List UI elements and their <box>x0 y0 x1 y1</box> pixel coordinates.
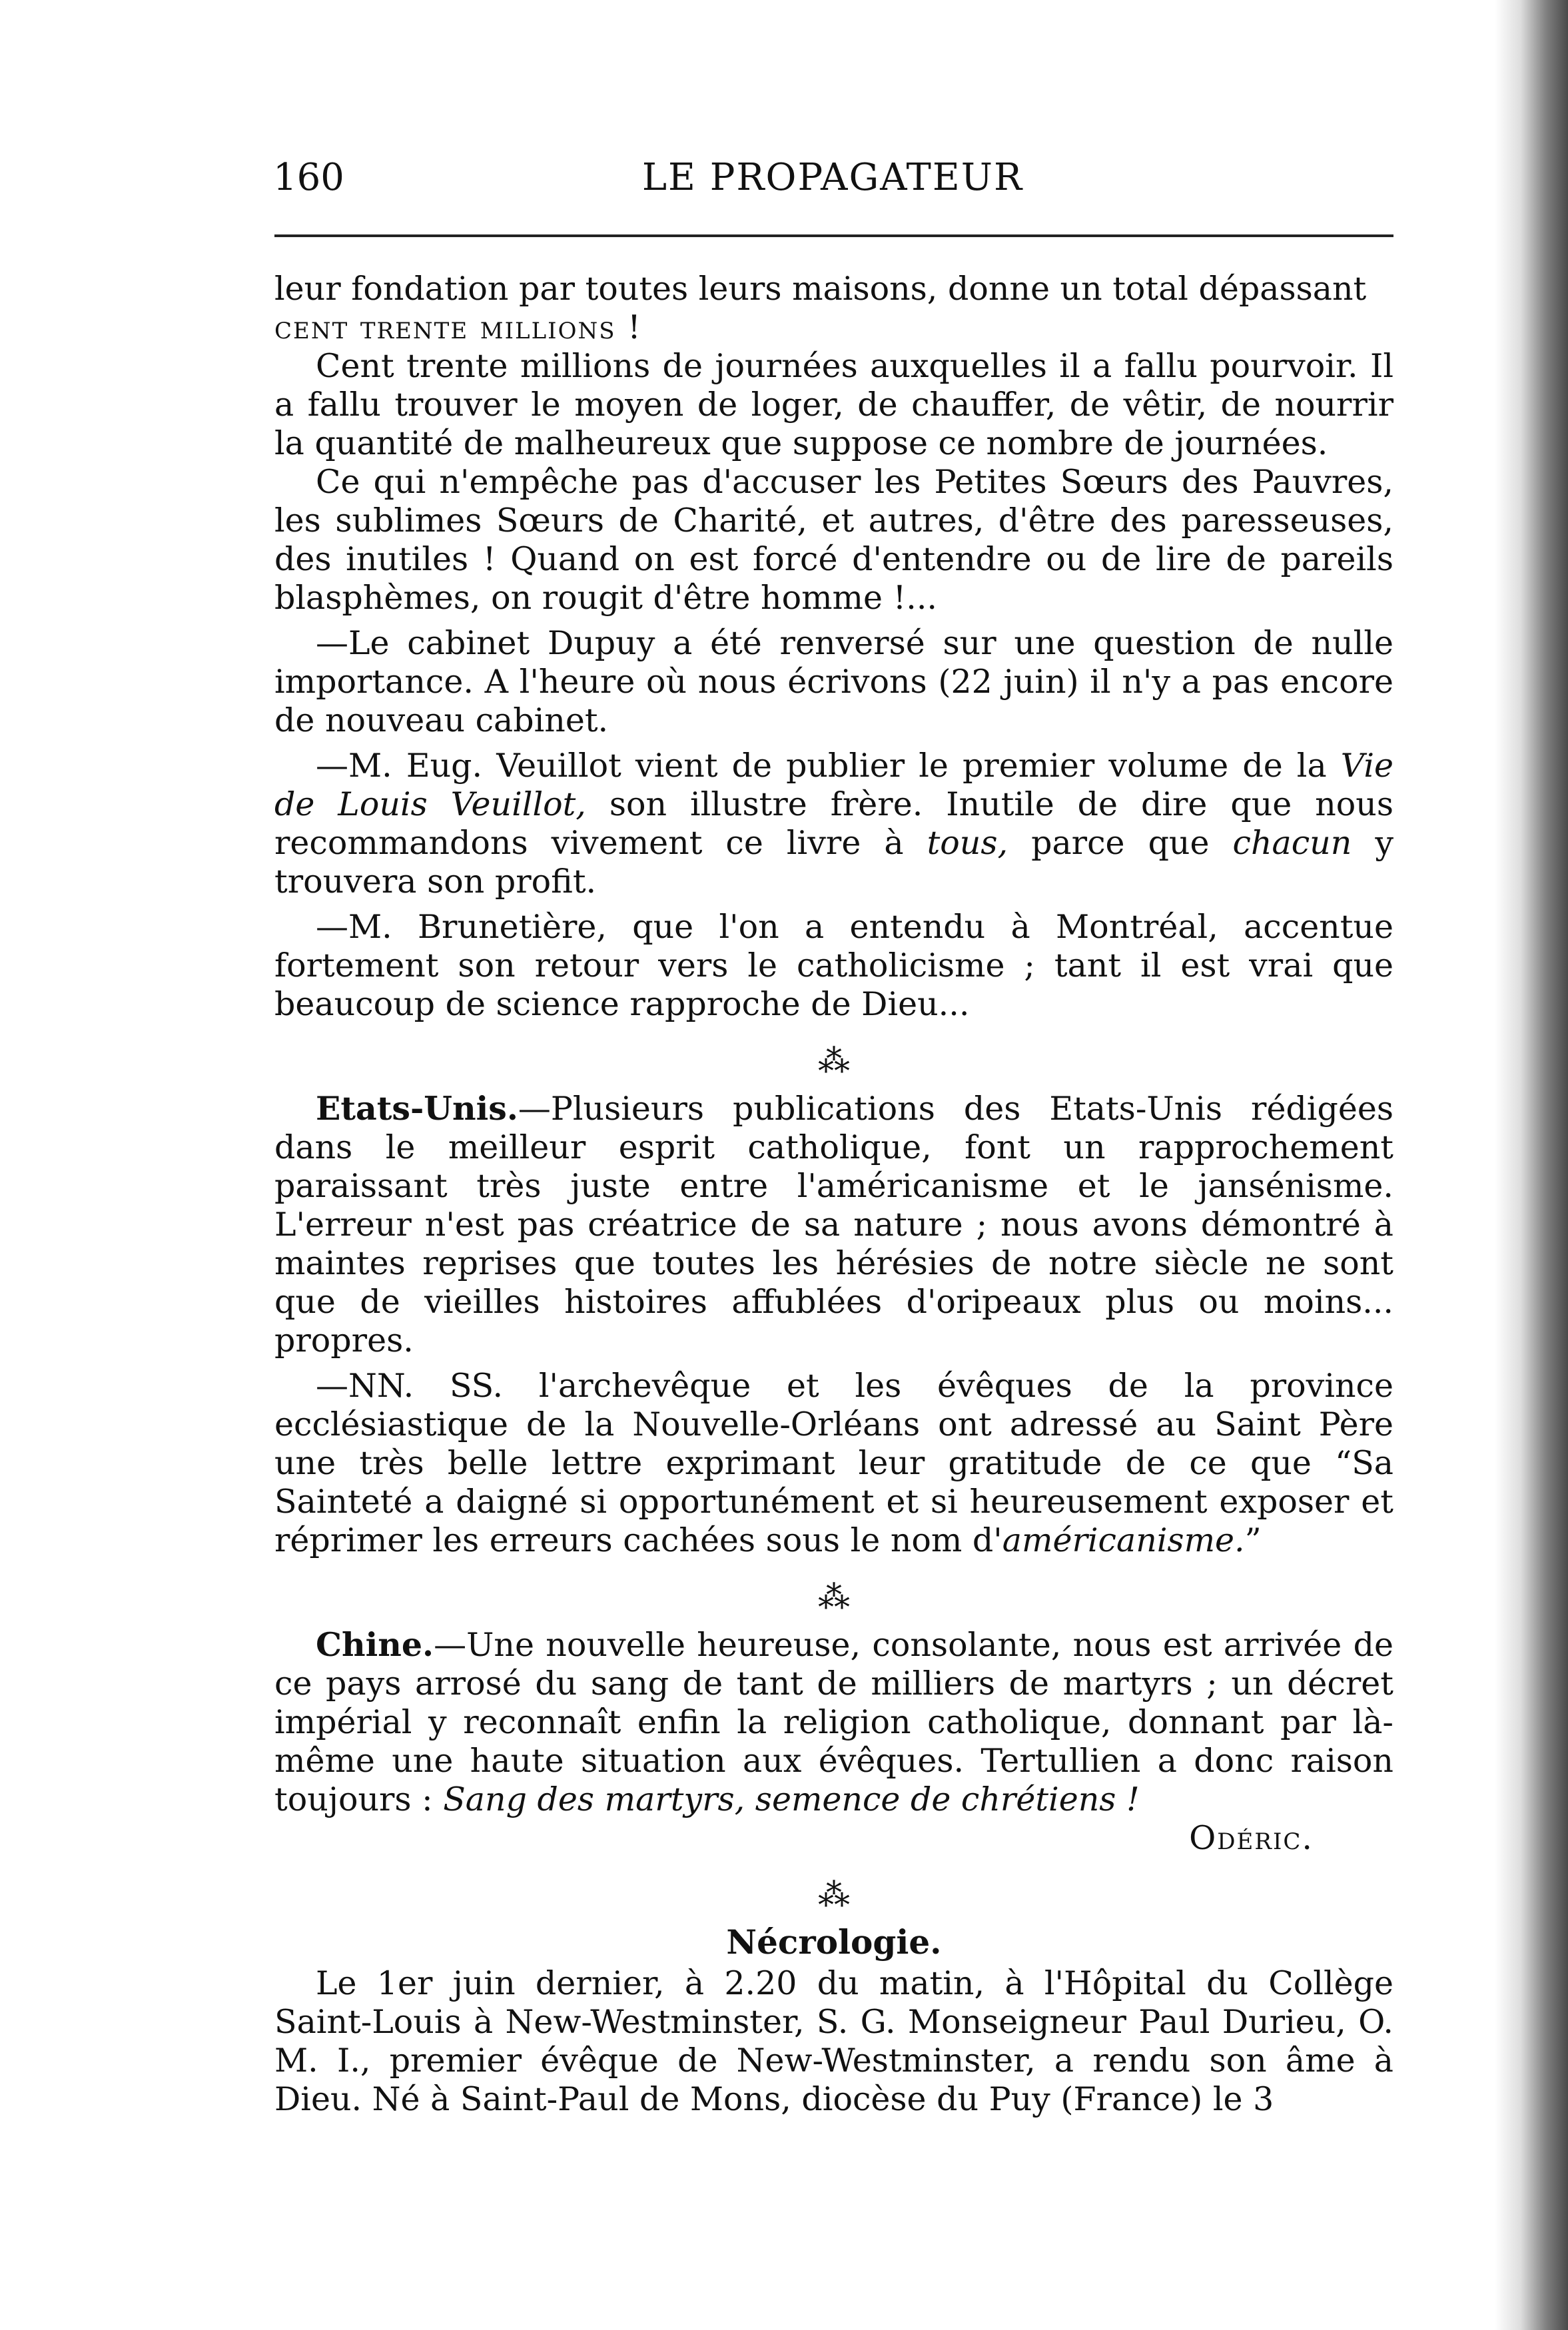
book-title: Vie de Louis Veuillot, <box>274 747 1393 823</box>
section-label-chine: Chine. <box>316 1625 434 1664</box>
emphasis-chacun: chacun <box>1232 824 1352 862</box>
article-body <box>274 270 1393 2119</box>
section-title-necrologie: Nécrologie. <box>726 1922 942 1962</box>
emphasis-americanisme: américanisme. <box>1002 1521 1245 1559</box>
paragraph-chine <box>274 1625 1393 1819</box>
paragraph-cabinet-dupuy: —Le cabinet Dupuy a été renversé sur une question de nulle importance. A l'heure où nous écrivons (22 juin) il n'y a pas encore de nouveau cabinet. <box>274 624 1393 739</box>
paragraph-millions: Cent trente millions de journées auxquelles il a fallu pourvoir. Il a fallu trouver le moyen de loger, de chauffer, de vêtir, de nourrir la quantité de malheureux que suppose ce nombre de journées. <box>274 347 1393 462</box>
header-rule <box>274 234 1393 237</box>
paragraph-brunetiere: —M. Brunetière, que l'on a entendu à Montréal, accentue fortement son retour vers le catholicisme ; tant il est vrai que beaucoup de science rapproche de Dieu... <box>274 908 1393 1023</box>
paragraph-veuillot <box>274 747 1393 901</box>
paragraph-text: —Une nouvelle heureuse, consolante, nous est arrivée de ce pays arrosé du sang de tant de milliers de martyrs ; un décret impérial y reconnaît enfin la religion catholique, donnant par là-même une haute situation aux évêques. Tertullien a donc raison toujours : <box>274 1626 1393 1818</box>
paragraph-text: —Plusieurs publications des Etats-Unis rédigées dans le meilleur esprit catholique, font un rapprochement paraissant très juste entre l'américanisme et le jansénisme. L'erreur n'est pas créatrice de sa nature ; nous avons démontré à maintes reprises que toutes les hérésies de notre siècle ne sont que de vieilles histoires affublées d'oripeaux plus ou moins... propres. <box>274 1090 1393 1359</box>
closing-quote: ” <box>1244 1521 1262 1559</box>
section-label-etats-unis: Etats-Unis. <box>316 1089 518 1128</box>
paragraph-etats-unis <box>274 1089 1393 1360</box>
emphasis-tous: tous, <box>927 824 1008 862</box>
signature: Odéric. <box>1189 1819 1314 1857</box>
asterism-separator: ⁂ <box>818 1042 850 1080</box>
asterism-separator: ⁂ <box>818 1876 850 1914</box>
running-title: LE PROPAGATEUR <box>641 156 1024 199</box>
paragraph-text: —NN. SS. l'archevêque et les évêques de la province ecclésiastique de la Nouvelle-Orléans ont adressé au Saint Père une très belle lettre exprimant leur gratitude de ce que “Sa Sainteté a daigné si opportunément et si heureusement exposer et réprimer les erreurs cachées sous le nom d' <box>274 1367 1393 1559</box>
paragraph-petites-soeurs: Ce qui n'empêche pas d'accuser les Petites Sœurs des Pauvres, les sublimes Sœurs de Charité, et autres, d'être des paresseuses, des inutiles ! Quand on est forcé d'entendre ou de lire de pareils blasphèmes, on rougit d'être homme !... <box>274 463 1393 617</box>
paragraph-text: y trouvera son profit. <box>274 824 1393 901</box>
paragraph-text: —M. Eug. Veuillot vient de publier le premier volume de la <box>316 747 1341 785</box>
emphasis-quote: Sang des martyrs, semence de chrétiens ! <box>443 1780 1140 1818</box>
page-header <box>273 155 1392 201</box>
emphasis-caps: cent trente millions ! <box>274 308 642 346</box>
paragraph-text: parce que <box>1008 824 1233 862</box>
paragraph-text: leur fondation par toutes leurs maisons, donne un total dépassant <box>274 270 1367 308</box>
page-edge-shadow <box>1495 0 1568 2330</box>
asterism-separator: ⁂ <box>818 1579 850 1616</box>
paragraph-text: son illustre frère. Inutile de dire que nous recommandons vivement ce livre à <box>274 785 1393 862</box>
paragraph-necrologie: Le 1er juin dernier, à 2.20 du matin, à l'Hôpital du Collège Saint-Louis à New-Westminster, S. G. Monseigneur Paul Durieu, O. M. I., premier évêque de New-Westminster, a rendu son âme à Dieu. Né à Saint-Paul de Mons, diocèse du Puy (France) le 3 <box>274 1964 1393 2118</box>
page-number: 160 <box>273 156 344 199</box>
paragraph-continuation <box>274 270 1393 347</box>
paragraph-nouvelle-orleans <box>274 1367 1393 1560</box>
